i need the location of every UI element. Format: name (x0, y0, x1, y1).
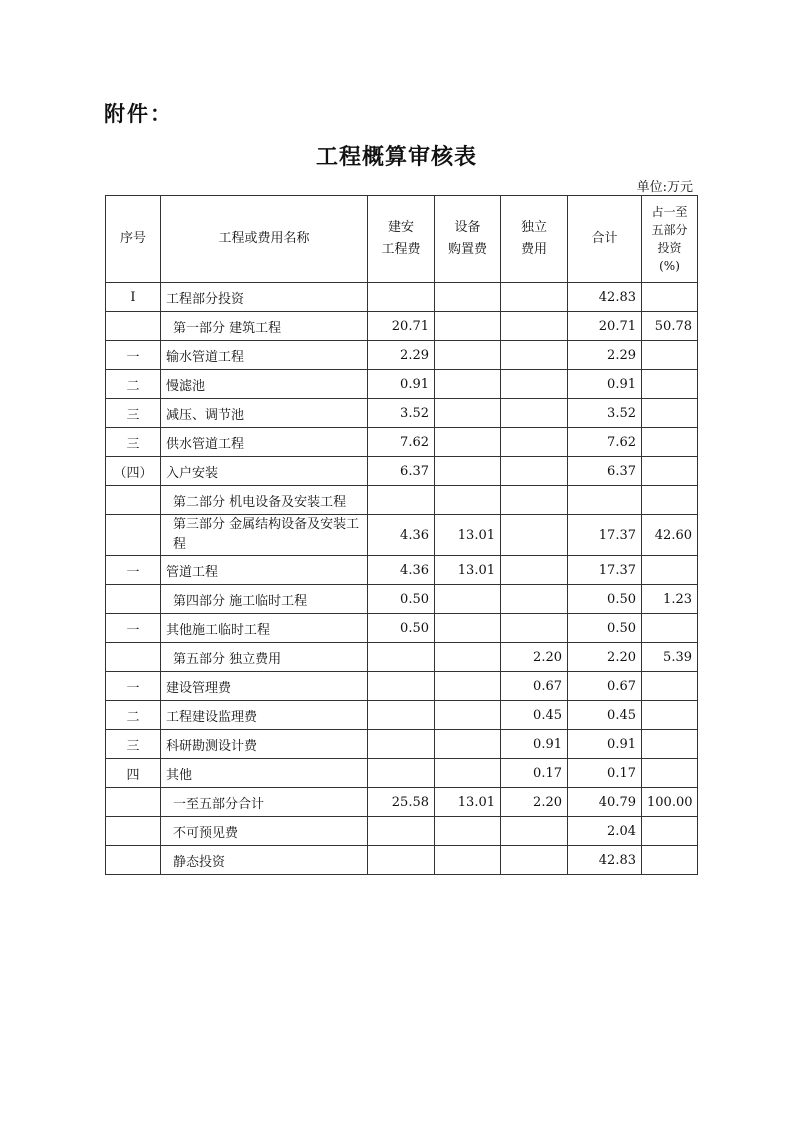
row-construction-cost (368, 672, 435, 701)
table-row (106, 515, 698, 556)
row-independent-cost (501, 312, 568, 341)
row-construction-cost (368, 643, 435, 672)
header-equipment (435, 196, 501, 283)
header-independent (501, 196, 568, 283)
row-percent: 100.00 (642, 788, 698, 817)
row-seq (106, 846, 161, 875)
row-independent-cost (501, 428, 568, 457)
row-percent (642, 556, 698, 585)
row-percent (642, 817, 698, 846)
row-seq: 三 (106, 428, 161, 457)
row-name: 其他施工临时工程 (161, 614, 368, 643)
row-total: 0.67 (568, 672, 642, 701)
row-total: 7.62 (568, 428, 642, 457)
header-construction (368, 196, 435, 283)
row-percent (642, 759, 698, 788)
row-equipment-cost (435, 759, 501, 788)
row-name: 减压、调节池 (161, 399, 368, 428)
budget-audit-table (105, 195, 698, 875)
row-percent: 42.60 (642, 515, 698, 556)
table-row (106, 283, 698, 312)
row-construction-cost (368, 486, 435, 515)
header-equipment-line: 购置费 (447, 242, 487, 257)
row-construction-cost: 2.29 (368, 341, 435, 370)
table-row (106, 701, 698, 730)
row-equipment-cost (435, 643, 501, 672)
row-equipment-cost (435, 730, 501, 759)
row-total: 20.71 (568, 312, 642, 341)
row-name: 其他 (161, 759, 368, 788)
row-percent (642, 457, 698, 486)
table-row (106, 341, 698, 370)
row-name: 静态投资 (161, 846, 368, 875)
row-total: 42.83 (568, 846, 642, 875)
row-total: 6.37 (568, 457, 642, 486)
row-name: 第一部分 建筑工程 (161, 312, 368, 341)
table-row (106, 486, 698, 515)
row-percent: 1.23 (642, 585, 698, 614)
header-independent-line: 独立 (520, 220, 547, 235)
row-construction-cost: 0.50 (368, 585, 435, 614)
row-name: 输水管道工程 (161, 341, 368, 370)
row-name: 第三部分 金属结构设备及安装工程 (161, 515, 368, 556)
row-name: 第五部分 独立费用 (161, 643, 368, 672)
row-construction-cost (368, 759, 435, 788)
row-total: 0.50 (568, 614, 642, 643)
row-name: 供水管道工程 (161, 428, 368, 457)
row-total: 2.04 (568, 817, 642, 846)
row-percent (642, 486, 698, 515)
row-percent: 50.78 (642, 312, 698, 341)
header-independent-line: 费用 (520, 242, 547, 257)
header-construction-line: 建安 (387, 220, 414, 235)
row-independent-cost (501, 341, 568, 370)
row-seq (106, 817, 161, 846)
row-seq: 一 (106, 556, 161, 585)
row-construction-cost: 3.52 (368, 399, 435, 428)
row-seq: 三 (106, 730, 161, 759)
row-equipment-cost (435, 457, 501, 486)
row-equipment-cost: 13.01 (435, 788, 501, 817)
table-row (106, 399, 698, 428)
row-independent-cost (501, 457, 568, 486)
row-independent-cost: 0.17 (501, 759, 568, 788)
table-row (106, 730, 698, 759)
row-percent (642, 428, 698, 457)
header-percent-line: 五部分 (651, 223, 688, 237)
row-total: 2.20 (568, 643, 642, 672)
header-total: 合计 (568, 196, 642, 283)
row-seq: 一 (106, 341, 161, 370)
attachment-label: 附件： (104, 102, 173, 126)
row-total: 42.83 (568, 283, 642, 312)
header-seq: 序号 (106, 196, 161, 283)
row-equipment-cost (435, 283, 501, 312)
row-name: 科研勘测设计费 (161, 730, 368, 759)
row-independent-cost (501, 399, 568, 428)
header-percent-line: 投资 (657, 241, 682, 255)
row-name: 慢滤池 (161, 370, 368, 399)
row-percent (642, 370, 698, 399)
row-total: 40.79 (568, 788, 642, 817)
row-percent (642, 283, 698, 312)
header-equipment-line: 设备 (454, 220, 481, 235)
row-construction-cost (368, 846, 435, 875)
row-equipment-cost (435, 817, 501, 846)
row-construction-cost: 4.36 (368, 515, 435, 556)
row-equipment-cost (435, 370, 501, 399)
row-construction-cost: 20.71 (368, 312, 435, 341)
row-construction-cost (368, 283, 435, 312)
row-construction-cost: 0.91 (368, 370, 435, 399)
table-header-row (106, 196, 698, 283)
header-construction-line: 工程费 (381, 242, 421, 257)
row-independent-cost (501, 614, 568, 643)
header-percent-line: (%) (659, 259, 680, 273)
row-independent-cost (501, 817, 568, 846)
row-independent-cost (501, 585, 568, 614)
table-row (106, 370, 698, 399)
row-construction-cost (368, 730, 435, 759)
row-construction-cost: 4.36 (368, 556, 435, 585)
table-row (106, 457, 698, 486)
row-equipment-cost (435, 428, 501, 457)
row-percent: 5.39 (642, 643, 698, 672)
row-name: 建设管理费 (161, 672, 368, 701)
table-row (106, 585, 698, 614)
table-row (106, 759, 698, 788)
row-seq (106, 585, 161, 614)
table-row (106, 846, 698, 875)
row-seq: 三 (106, 399, 161, 428)
row-equipment-cost (435, 312, 501, 341)
row-equipment-cost (435, 486, 501, 515)
row-name: 工程部分投资 (161, 283, 368, 312)
row-seq: I (106, 283, 161, 312)
row-name: 第二部分 机电设备及安装工程 (161, 486, 368, 515)
row-total: 0.45 (568, 701, 642, 730)
row-name: 管道工程 (161, 556, 368, 585)
row-equipment-cost (435, 341, 501, 370)
row-seq (106, 515, 161, 556)
row-equipment-cost (435, 585, 501, 614)
row-total: 0.91 (568, 370, 642, 399)
row-equipment-cost (435, 846, 501, 875)
row-equipment-cost (435, 701, 501, 730)
header-name: 工程或费用名称 (161, 196, 368, 283)
row-equipment-cost (435, 399, 501, 428)
row-seq: 二 (106, 370, 161, 399)
row-percent (642, 399, 698, 428)
row-total: 17.37 (568, 556, 642, 585)
row-independent-cost (501, 486, 568, 515)
row-equipment-cost (435, 614, 501, 643)
row-equipment-cost (435, 672, 501, 701)
row-independent-cost: 0.67 (501, 672, 568, 701)
row-independent-cost (501, 515, 568, 556)
row-seq: 四 (106, 759, 161, 788)
row-independent-cost (501, 370, 568, 399)
row-percent (642, 701, 698, 730)
row-seq (106, 312, 161, 341)
row-total: 17.37 (568, 515, 642, 556)
row-independent-cost: 0.45 (501, 701, 568, 730)
row-percent (642, 730, 698, 759)
header-percent (642, 196, 698, 283)
table-row (106, 428, 698, 457)
row-name: 一至五部分合计 (161, 788, 368, 817)
row-construction-cost (368, 701, 435, 730)
row-total: 2.29 (568, 341, 642, 370)
row-independent-cost (501, 556, 568, 585)
row-independent-cost: 2.20 (501, 788, 568, 817)
row-construction-cost: 0.50 (368, 614, 435, 643)
table-row (106, 614, 698, 643)
row-seq: （四） (106, 457, 161, 486)
row-construction-cost: 6.37 (368, 457, 435, 486)
row-equipment-cost: 13.01 (435, 556, 501, 585)
row-percent (642, 341, 698, 370)
table-row (106, 672, 698, 701)
row-name: 第四部分 施工临时工程 (161, 585, 368, 614)
row-construction-cost (368, 817, 435, 846)
row-equipment-cost: 13.01 (435, 515, 501, 556)
row-independent-cost: 2.20 (501, 643, 568, 672)
row-total (568, 486, 642, 515)
page-title: 工程概算审核表 (315, 145, 477, 170)
row-independent-cost (501, 283, 568, 312)
row-seq: 二 (106, 701, 161, 730)
row-construction-cost: 7.62 (368, 428, 435, 457)
row-seq (106, 486, 161, 515)
row-total: 0.50 (568, 585, 642, 614)
row-name: 入户安装 (161, 457, 368, 486)
table-row (106, 556, 698, 585)
row-name: 工程建设监理费 (161, 701, 368, 730)
row-independent-cost: 0.91 (501, 730, 568, 759)
row-construction-cost: 25.58 (368, 788, 435, 817)
row-percent (642, 614, 698, 643)
row-seq (106, 643, 161, 672)
row-total: 3.52 (568, 399, 642, 428)
row-independent-cost (501, 846, 568, 875)
row-seq: 一 (106, 672, 161, 701)
row-total: 0.17 (568, 759, 642, 788)
header-percent-line: 占一至 (651, 205, 688, 219)
row-name: 不可预见费 (161, 817, 368, 846)
table-row (106, 788, 698, 817)
row-percent (642, 846, 698, 875)
table-row (106, 643, 698, 672)
table-row (106, 312, 698, 341)
row-total: 0.91 (568, 730, 642, 759)
row-seq: 一 (106, 614, 161, 643)
unit-label: 单位:万元 (636, 180, 693, 195)
row-seq (106, 788, 161, 817)
table-row (106, 817, 698, 846)
row-percent (642, 672, 698, 701)
